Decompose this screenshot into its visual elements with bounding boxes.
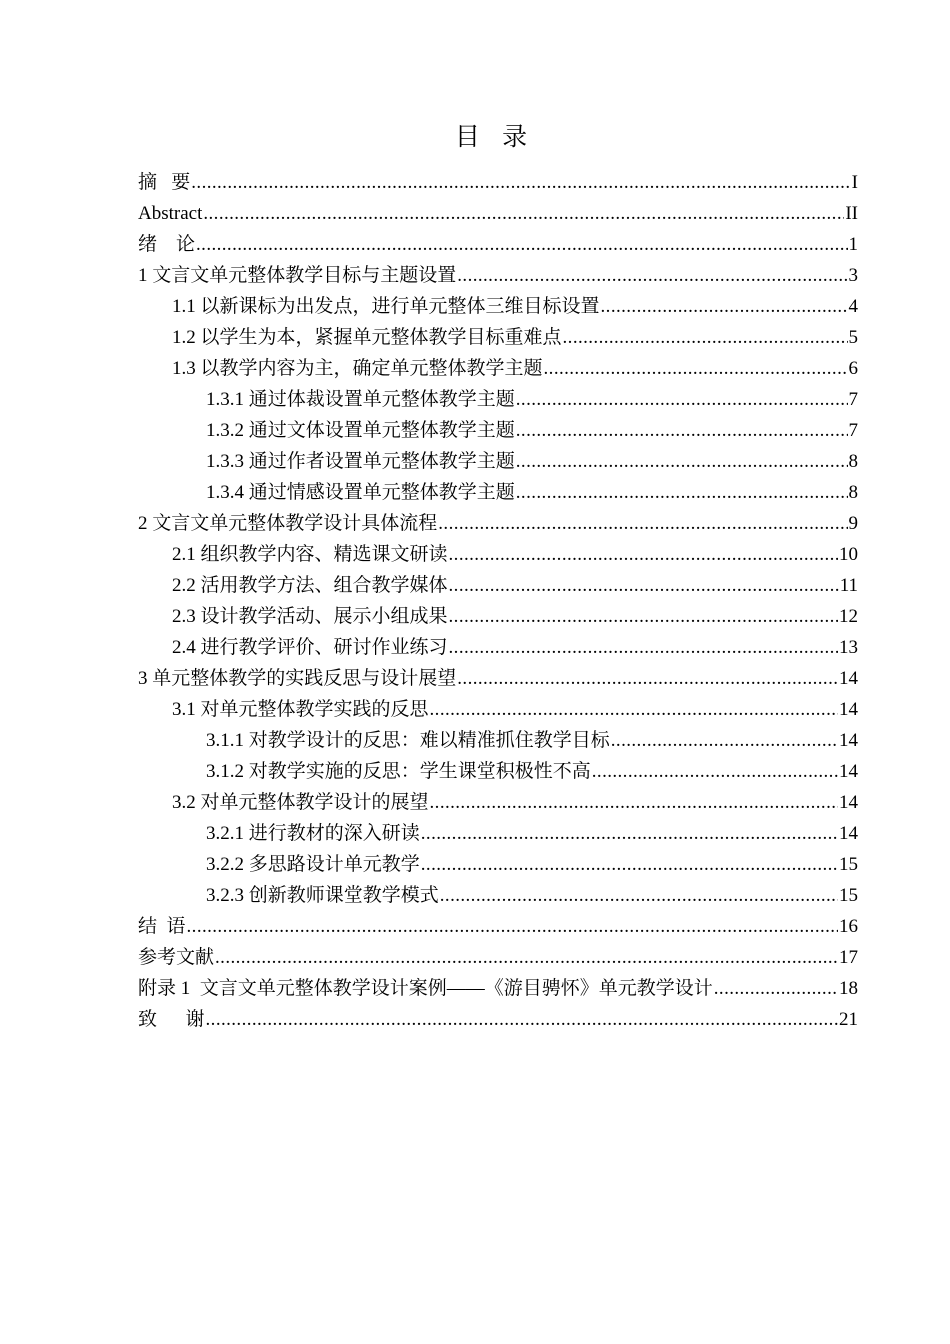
toc-dot-leader	[440, 880, 838, 911]
toc-entry-label: 致 谢	[138, 1009, 205, 1030]
toc-dot-leader	[516, 477, 848, 508]
toc-entry-page-number: 14	[839, 823, 858, 844]
toc-entry[interactable]	[138, 942, 858, 973]
toc-entry-page-number: 5	[848, 327, 858, 348]
toc-entry-label: 2.4 进行教学评价、研讨作业练习	[172, 637, 448, 658]
toc-dot-leader	[196, 229, 847, 260]
toc-entry-label: Abstract	[138, 203, 203, 224]
toc-entry-page-number: 3	[848, 265, 858, 286]
toc-entry[interactable]	[138, 508, 858, 539]
toc-entry-page-number: 17	[839, 947, 858, 968]
toc-entry-page-number: 16	[839, 916, 858, 937]
toc-dot-leader	[516, 446, 848, 477]
toc-entry-label: 参考文献	[138, 947, 215, 968]
toc-dot-leader	[430, 787, 838, 818]
toc-entry-page-number: 8	[848, 482, 858, 503]
toc-entry-label: 1.3.3 通过作者设置单元整体教学主题	[206, 451, 515, 472]
toc-entry[interactable]	[138, 384, 858, 415]
toc-dot-leader	[215, 942, 838, 973]
toc-entry[interactable]	[138, 1004, 858, 1035]
toc-entry-page-number: 10	[839, 544, 858, 565]
toc-dot-leader	[714, 973, 838, 1004]
toc-entry-page-number: 14	[839, 792, 858, 813]
toc-entry-label: 3.1.1 对教学设计的反思：难以精准抓住教学目标	[206, 730, 610, 751]
toc-entry-label: 3.2.2 多思路设计单元教学	[206, 854, 420, 875]
toc-entry-label: 3.2 对单元整体教学设计的展望	[172, 792, 429, 813]
table-of-contents	[138, 167, 858, 1035]
toc-entry[interactable]	[138, 973, 858, 1004]
toc-entry[interactable]	[138, 663, 858, 694]
toc-entry-label: 1.3.4 通过情感设置单元整体教学主题	[206, 482, 515, 503]
toc-entry-label: 3.2.1 进行教材的深入研读	[206, 823, 420, 844]
toc-entry-label: 3.1.2 对教学实施的反思：学生课堂积极性不高	[206, 761, 591, 782]
toc-entry-page-number: 6	[848, 358, 858, 379]
toc-entry-label: 3.1 对单元整体教学实践的反思	[172, 699, 429, 720]
toc-dot-leader	[438, 508, 847, 539]
toc-dot-leader	[611, 725, 838, 756]
toc-dot-leader	[430, 694, 838, 725]
toc-entry-label: 1.3 以教学内容为主，确定单元整体教学主题	[172, 358, 543, 379]
toc-entry[interactable]	[138, 446, 858, 477]
toc-entry[interactable]	[138, 291, 858, 322]
toc-entry[interactable]	[138, 539, 858, 570]
toc-entry-page-number: 11	[839, 575, 858, 596]
toc-entry-label: 3.2.3 创新教师课堂教学模式	[206, 885, 439, 906]
toc-dot-leader	[516, 384, 848, 415]
toc-entry-label: 绪 论	[138, 234, 196, 255]
toc-dot-leader	[449, 601, 838, 632]
toc-dot-leader	[601, 291, 848, 322]
toc-entry-label: 1 文言文单元整体教学目标与主题设置	[138, 265, 457, 286]
toc-entry-label: 1.2 以学生为本，紧握单元整体教学目标重难点	[172, 327, 562, 348]
toc-entry-page-number: 13	[839, 637, 858, 658]
toc-dot-leader	[592, 756, 838, 787]
toc-entry[interactable]	[138, 725, 858, 756]
toc-entry-page-number: I	[851, 172, 858, 193]
toc-entry-page-number: 7	[848, 420, 858, 441]
toc-dot-leader	[449, 539, 838, 570]
toc-entry-label: 2.1 组织教学内容、精选课文研读	[172, 544, 448, 565]
toc-dot-leader	[449, 570, 839, 601]
toc-dot-leader	[206, 1004, 838, 1035]
toc-entry-label: 1.3.1 通过体裁设置单元整体教学主题	[206, 389, 515, 410]
toc-entry-page-number: 14	[839, 668, 858, 689]
toc-dot-leader	[187, 911, 838, 942]
toc-entry[interactable]	[138, 260, 858, 291]
toc-dot-leader	[191, 167, 850, 198]
toc-entry-page-number: 21	[839, 1009, 858, 1030]
toc-entry-label: 附录 1 文言文单元整体教学设计案例——《游目骋怀》单元教学设计	[138, 978, 713, 999]
toc-entry-label: 1.1 以新课标为出发点，进行单元整体三维目标设置	[172, 296, 600, 317]
toc-entry-label: 2.2 活用教学方法、组合教学媒体	[172, 575, 448, 596]
toc-entry[interactable]	[138, 632, 858, 663]
toc-entry-page-number: 15	[839, 885, 858, 906]
toc-entry[interactable]	[138, 353, 858, 384]
toc-entry-label: 1.3.2 通过文体设置单元整体教学主题	[206, 420, 515, 441]
toc-entry[interactable]	[138, 880, 858, 911]
toc-entry[interactable]	[138, 415, 858, 446]
toc-entry-page-number: 4	[848, 296, 858, 317]
toc-entry[interactable]	[138, 601, 858, 632]
toc-entry-label: 摘 要	[138, 172, 191, 193]
toc-entry-page-number: 15	[839, 854, 858, 875]
toc-dot-leader	[203, 198, 844, 229]
toc-dot-leader	[421, 818, 838, 849]
toc-entry-page-number: 14	[839, 761, 858, 782]
toc-entry-page-number: 8	[848, 451, 858, 472]
toc-entry-page-number: II	[845, 203, 858, 224]
toc-entry[interactable]	[138, 198, 858, 229]
toc-entry[interactable]	[138, 694, 858, 725]
toc-dot-leader	[457, 663, 838, 694]
toc-entry[interactable]	[138, 849, 858, 880]
toc-entry-page-number: 14	[839, 699, 858, 720]
toc-entry-label: 3 单元整体教学的实践反思与设计展望	[138, 668, 457, 689]
toc-dot-leader	[457, 260, 847, 291]
toc-title: 目 录	[454, 124, 536, 151]
toc-entry-label: 2 文言文单元整体教学设计具体流程	[138, 513, 438, 534]
toc-entry-page-number: 9	[848, 513, 858, 534]
toc-entry-page-number: 12	[839, 606, 858, 627]
toc-entry[interactable]	[138, 229, 858, 260]
toc-entry[interactable]	[138, 322, 858, 353]
toc-entry[interactable]	[138, 818, 858, 849]
toc-dot-leader	[449, 632, 838, 663]
toc-entry-page-number: 7	[848, 389, 858, 410]
toc-entry-label: 结 语	[138, 916, 186, 937]
toc-dot-leader	[563, 322, 848, 353]
toc-entry-page-number: 14	[839, 730, 858, 751]
toc-dot-leader	[516, 415, 848, 446]
toc-entry[interactable]	[138, 570, 858, 601]
toc-entry-page-number: 1	[848, 234, 858, 255]
toc-entry[interactable]	[138, 477, 858, 508]
toc-entry[interactable]	[138, 911, 858, 942]
toc-dot-leader	[421, 849, 838, 880]
toc-entry[interactable]	[138, 787, 858, 818]
toc-entry[interactable]	[138, 756, 858, 787]
toc-dot-leader	[544, 353, 848, 384]
toc-entry-page-number: 18	[839, 978, 858, 999]
toc-entry[interactable]	[138, 167, 858, 198]
toc-entry-label: 2.3 设计教学活动、展示小组成果	[172, 606, 448, 627]
